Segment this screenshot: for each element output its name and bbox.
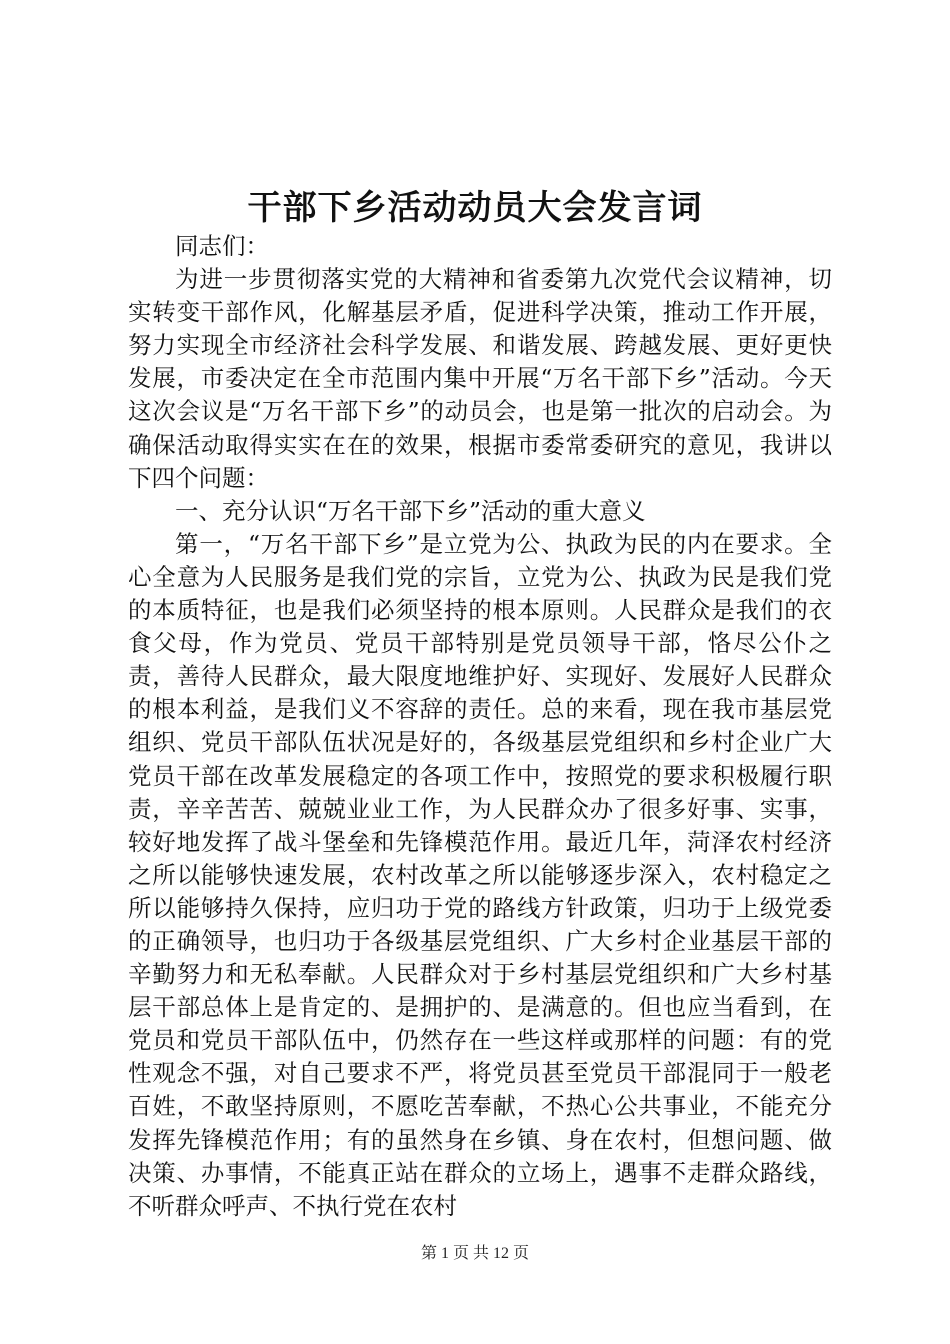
section-heading: 一、充分认识“万名干部下乡”活动的重大意义 xyxy=(175,496,646,525)
document-body xyxy=(128,230,832,1223)
page-number-footer: 第 1 页 共 12 页 xyxy=(420,1245,529,1262)
paragraph-first-point: 第一，“万名干部下乡”是立党为公、执政为民的内在要求。全心全意为人民服务是我们党的宗旨，立党为公、执政为民是我们党的本质特征，也是我们必须坚持的根本原则。人民群众是我们的衣食父母，作为党员、党员干部特别是党员领导干部，恪尽公仆之责，善待人民群众，最大限度地维护好、实现好、发展好人民群众的根本利益，是我们义不容辞的责任。总的来看，现在我市基层党组织、党员干部队伍状况是好的，各级基层党组织和乡村企业广大党员干部在改革发展稳定的各项工作中，按照党的要求积极履行职责，辛辛苦苦、兢兢业业工作，为人民群众办了很多好事、实事，较好地发挥了战斗堡垒和先锋模范作用。最近几年，菏泽农村经济之所以能够快速发展，农村改革之所以能够逐步深入，农村稳定之所以能够持久保持，应归功于党的路线方针政策，归功于上级党委的正确领导，也归功于各级基层党组织、广大乡村企业基层干部的辛勤努力和无私奉献。人民群众对于乡村基层党组织和广大乡村基层干部总体上是肯定的、是拥护的、是满意的。但也应当看到，在党员和党员干部队伍中，仍然存在一些这样或那样的问题：有的党性观念不强，对自己要求不严，将党员甚至党员干部混同于一般老百姓，不敢坚持原则，不愿吃苦奉献，不热心公共事业，不能充分发挥先锋模范作用；有的虽然身在乡镇、身在农村，但想问题、做决策、办事情，不能真正站在群众的立场上，遇事不走群众路线，不听群众呼声、不执行党在农村 xyxy=(128,529,832,1220)
paragraph-intro: 为进一步贯彻落实党的大精神和省委第九次党代会议精神，切实转变干部作风，化解基层矛盾，促进科学决策，推动工作开展，努力实现全市经济社会科学发展、和谐发展、跨越发展、更好更快发展，市委决定在全市范围内集中开展“万名干部下乡”活动。今天这次会议是“万名干部下乡”的动员会，也是第一批次的启动会。为确保活动取得实实在在的效果，根据市委常委研究的意见，我讲以下四个问题： xyxy=(128,265,832,492)
salutation: 同志们： xyxy=(175,232,269,260)
document-title: 干部下乡活动动员大会发言词 xyxy=(247,188,703,228)
